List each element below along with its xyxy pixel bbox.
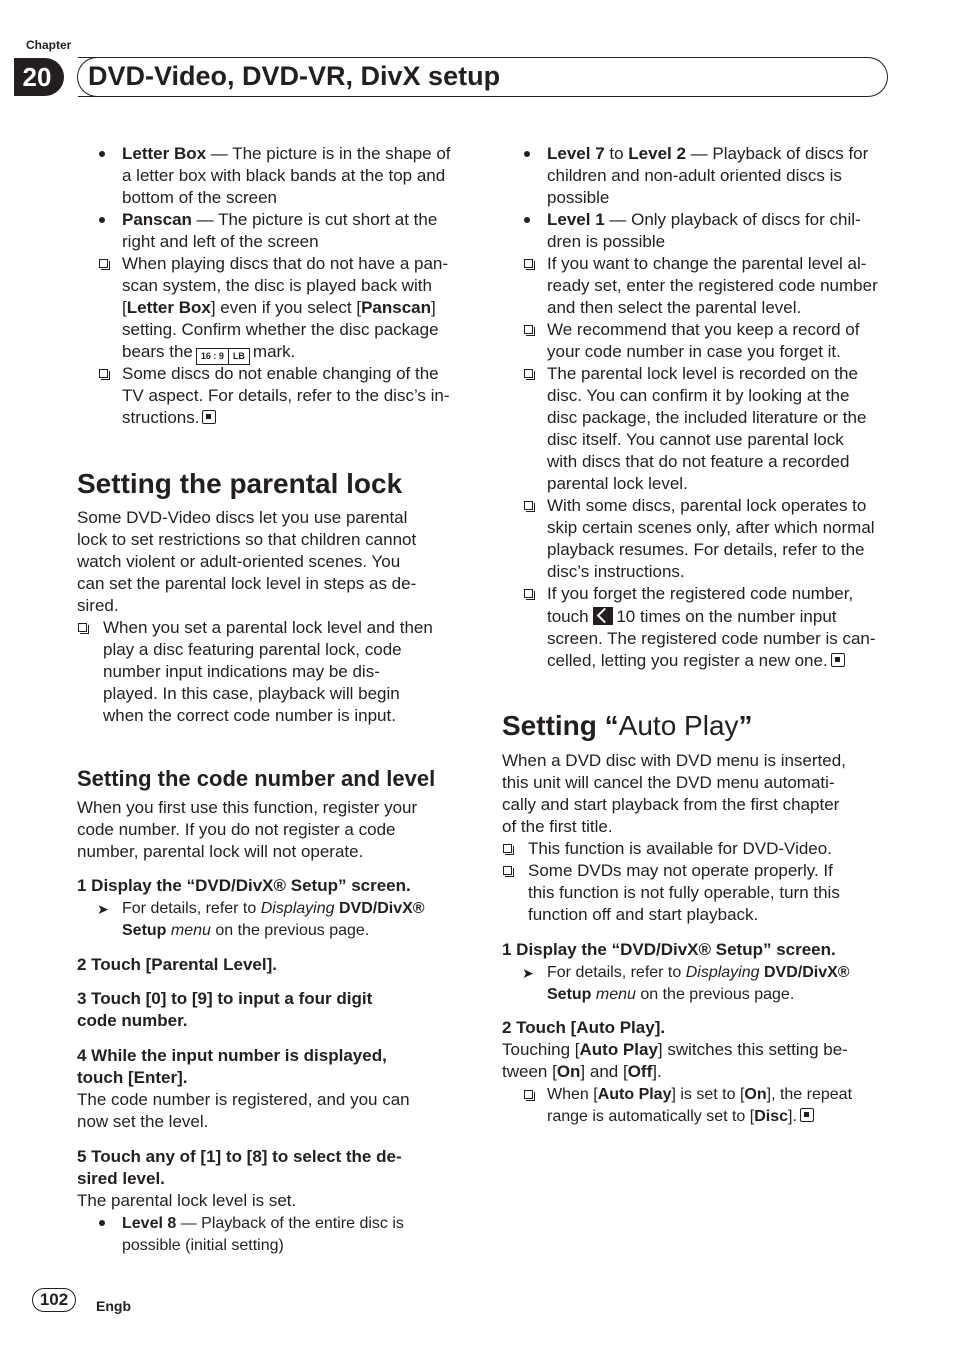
text-line: dren is possible [547, 232, 666, 251]
text-line: ready set, enter the registered code number [547, 276, 878, 295]
text-line: For details, refer to Displaying DVD/DivX® [547, 964, 850, 981]
text-line: Some DVD-Video discs let you use parental [77, 508, 408, 527]
text-line: now set the level. [77, 1112, 209, 1131]
text-line: lock to set restrictions so that children cannot [77, 530, 417, 549]
step-5: 5 Touch any of [1] to [8] to select the de- [77, 1147, 402, 1166]
text-line: function off and start playback. [528, 905, 759, 924]
text-line: For details, refer to Displaying DVD/DivX® [122, 900, 425, 917]
text-line: Touching [Auto Play] switches this setting be- [502, 1040, 848, 1059]
note-icon [524, 259, 533, 268]
step-3: 3 Touch [0] to [9] to input a four digit [77, 989, 373, 1008]
text-line: touch 10 times on the number input [547, 607, 837, 626]
note-icon [524, 369, 533, 378]
text-line: your code number in case you forget it. [547, 342, 841, 361]
note-icon [524, 589, 533, 598]
step-1: 1 Display the “DVD/DivX® Setup” screen. [77, 876, 411, 895]
text-line: tween [On] and [Off]. [502, 1062, 662, 1081]
text-line: When you first use this function, register your [77, 798, 418, 817]
text-line: The parental lock level is set. [77, 1191, 297, 1210]
text-line: cally and start playback from the first chapter [502, 795, 840, 814]
text-line: possible (initial setting) [122, 1237, 284, 1254]
bullet-icon [524, 217, 530, 223]
text-line: this function is not fully operable, turn this [528, 883, 840, 902]
text-line: code number. If you do not register a code [77, 820, 396, 839]
step-2: 2 Touch [Auto Play]. [502, 1018, 666, 1037]
text-line: If you forget the registered code number, [547, 584, 854, 603]
step-3-cont: code number. [77, 1011, 188, 1030]
end-mark-icon [800, 1108, 814, 1122]
subsection-title: Setting the code number and level [77, 766, 436, 791]
chapter-number: 20 [14, 58, 64, 96]
text-line: range is automatically set to [Disc]. [547, 1106, 814, 1128]
aspect-mark-icon: 16 : 9 LB [196, 348, 250, 365]
language-code: Engb [96, 1298, 131, 1314]
end-mark-icon [831, 653, 845, 667]
note-icon [524, 325, 533, 334]
reference-arrow-icon: ➤ [97, 901, 109, 917]
text-line: Level 7 to Level 2 — Playback of discs for [547, 144, 869, 163]
text-line: scan system, the disc is played back with [122, 276, 432, 295]
text-line: When you set a parental lock level and then [103, 618, 433, 637]
text-line: TV aspect. For details, refer to the disc’s in- [122, 386, 450, 405]
text-line: disc package, the included literature or the [547, 408, 867, 427]
reference-arrow-icon: ➤ [522, 965, 534, 981]
text-line: and then select the parental level. [547, 298, 802, 317]
text-line: Level 1 — Only playback of discs for chil- [547, 210, 861, 229]
text-line: If you want to change the parental level al- [547, 254, 867, 273]
chapter-label: Chapter [26, 38, 72, 52]
text-line: right and left of the screen [122, 232, 319, 251]
text-line: disc. You can confirm it by looking at the [547, 386, 850, 405]
text-line: Some discs do not enable changing of the [122, 364, 439, 383]
text-line: of the first title. [502, 817, 613, 836]
page-number: 102 [32, 1288, 76, 1312]
note-icon [524, 501, 533, 510]
step-5-cont: sired level. [77, 1169, 165, 1188]
text-line: number input indications may be dis- [103, 662, 380, 681]
text-line: [Letter Box] even if you select [Panscan] [122, 298, 436, 317]
text-line: This function is available for DVD-Video. [528, 839, 832, 858]
note-icon [78, 623, 87, 632]
note-icon [99, 259, 108, 268]
text-line: Level 8 — Playback of the entire disc is [122, 1215, 404, 1232]
text-line: bottom of the screen [122, 188, 277, 207]
note-icon [503, 844, 512, 853]
section-title: Setting the parental lock [77, 468, 403, 499]
text-line: The code number is registered, and you can [77, 1090, 410, 1109]
note-icon [503, 866, 512, 875]
note-icon [99, 369, 108, 378]
text-line: number, parental lock will not operate. [77, 842, 364, 861]
text-line: watch violent or adult-oriented scenes. You [77, 552, 401, 571]
chapter-header [78, 57, 888, 97]
bullet-icon [99, 1220, 105, 1226]
letterbox-line: Letter Box — The picture is in the shape of [122, 144, 451, 163]
step-4-cont: touch [Enter]. [77, 1068, 188, 1087]
text-line: possible [547, 188, 610, 207]
text-line: can set the parental lock level in steps as de- [77, 574, 417, 593]
section-title: Setting “Auto Play” [502, 710, 753, 741]
chapter-title: DVD-Video, DVD-VR, DivX setup [88, 61, 501, 91]
text-line: parental lock level. [547, 474, 688, 493]
text-line: disc itself. You cannot use parental lock [547, 430, 844, 449]
text-line: Setup menu on the previous page. [122, 922, 370, 939]
bullet-icon [99, 151, 105, 157]
bullet-icon [524, 151, 530, 157]
text-line: this unit will cancel the DVD menu automati- [502, 773, 835, 792]
note-icon [524, 1090, 533, 1099]
text-line: The parental lock level is recorded on the [547, 364, 858, 383]
text-line: bears the 16 : 9 LB mark. [122, 341, 295, 365]
text-line: With some discs, parental lock operates to [547, 496, 867, 515]
panscan-line: Panscan — The picture is cut short at the [122, 210, 438, 229]
text-line: Setup menu on the previous page. [547, 986, 795, 1003]
text-line: played. In this case, playback will begin [103, 684, 400, 703]
text-line: When [Auto Play] is set to [On], the repeat [547, 1086, 853, 1103]
step-1: 1 Display the “DVD/DivX® Setup” screen. [502, 940, 836, 959]
text-line: When a DVD disc with DVD menu is inserted, [502, 751, 846, 770]
back-icon [593, 607, 613, 625]
text-line: skip certain scenes only, after which normal [547, 518, 875, 537]
text-line: Some DVDs may not operate properly. If [528, 861, 833, 880]
bullet-icon [99, 217, 105, 223]
text-line: setting. Confirm whether the disc package [122, 320, 439, 339]
text-line: We recommend that you keep a record of [547, 320, 860, 339]
text-line: When playing discs that do not have a pan- [122, 254, 449, 273]
text-line: screen. The registered code number is can- [547, 629, 876, 648]
text-line: sired. [77, 596, 119, 615]
text-line: children and non-adult oriented discs is [547, 166, 842, 185]
text-line: when the correct code number is input. [103, 706, 396, 725]
end-mark-icon [202, 410, 216, 424]
text-line: playback resumes. For details, refer to the [547, 540, 865, 559]
text-line: structions. [122, 407, 216, 429]
step-2: 2 Touch [Parental Level]. [77, 955, 277, 974]
text-line: celled, letting you register a new one. [547, 650, 845, 672]
text-line: a letter box with black bands at the top and [122, 166, 446, 185]
text-line: play a disc featuring parental lock, code [103, 640, 402, 659]
step-4: 4 While the input number is displayed, [77, 1046, 387, 1065]
text-line: with discs that do not feature a recorded [547, 452, 850, 471]
text-line: disc’s instructions. [547, 562, 685, 581]
